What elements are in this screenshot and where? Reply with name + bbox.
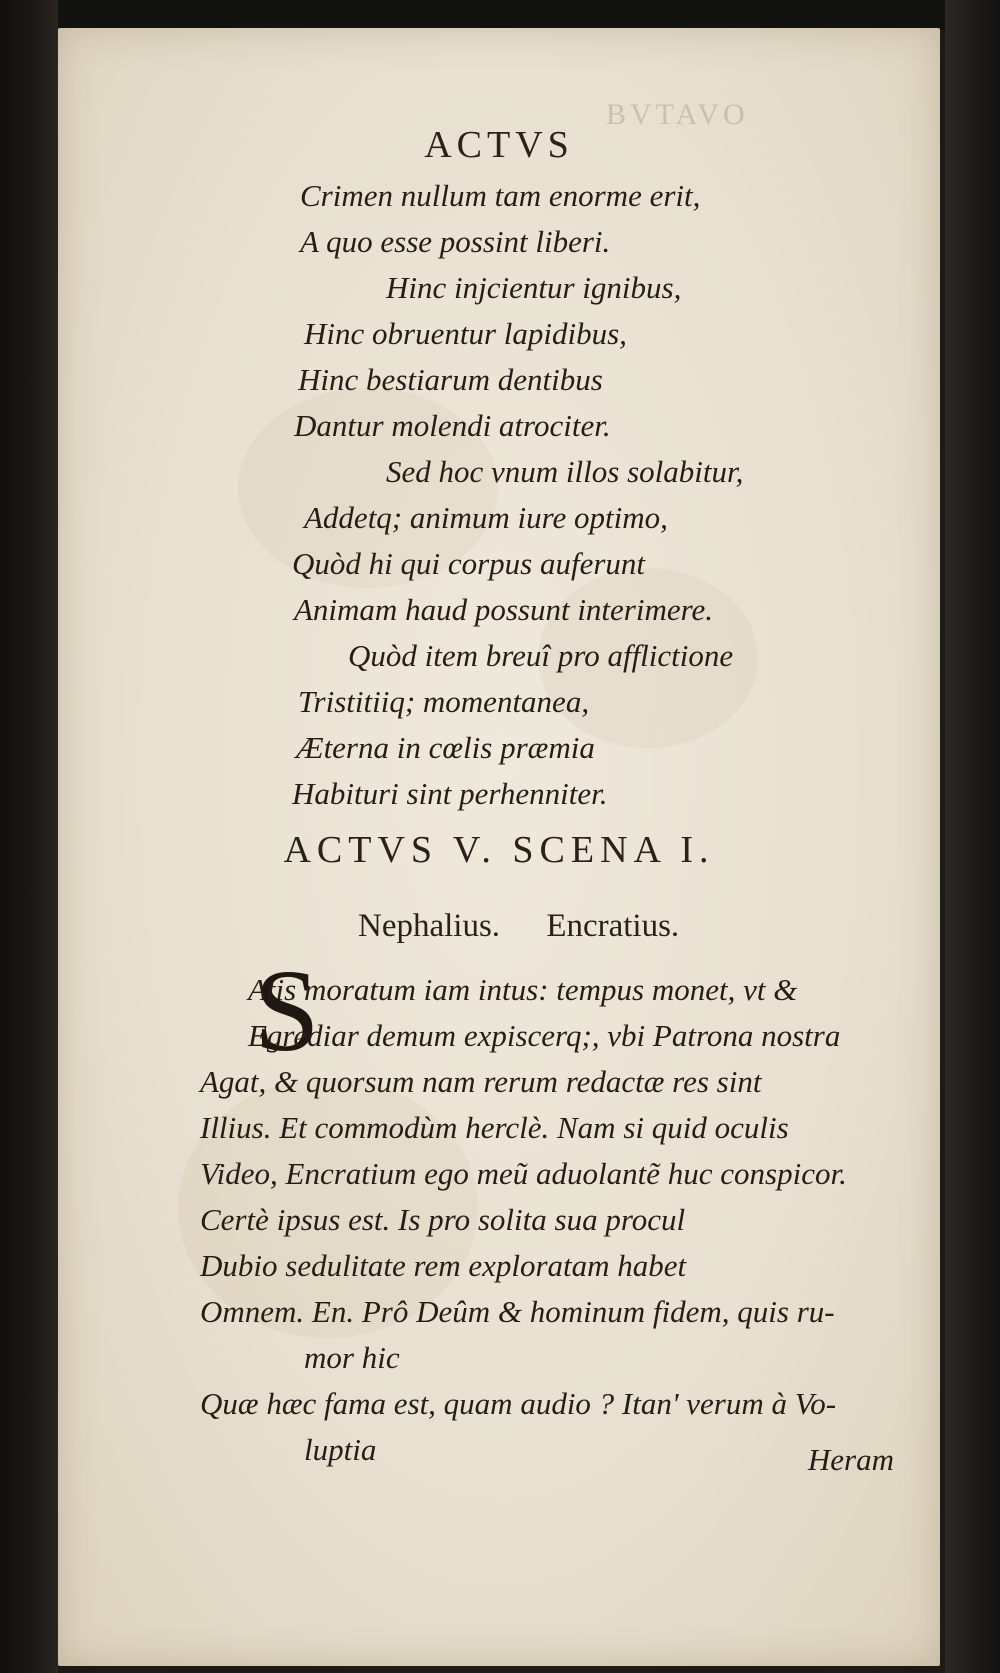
show-through-stamp: BVTAVO xyxy=(606,98,749,131)
verse-line: Quòd item breuî pro afflictione xyxy=(348,638,734,673)
catchword: Heram xyxy=(807,1442,894,1477)
verse-line: Addetq; animum iure optimo, xyxy=(304,500,668,535)
speaker-name: Encratius. xyxy=(546,908,680,944)
dialogue-line: Certè ipsus est. Is pro solita sua procul xyxy=(200,1202,686,1237)
dialogue-line: luptia xyxy=(304,1432,377,1467)
verse-line: Crimen nullum tam enorme erit, xyxy=(300,178,701,213)
dialogue-line: Agat, & quorsum nam rerum redactæ res sint xyxy=(200,1064,762,1099)
speaker-name: Nephalius. xyxy=(358,908,501,944)
verse-line: Æterna in cœlis præmia xyxy=(296,730,595,765)
dialogue-line: Illius. Et commodùm herclè. Nam si quid oculis xyxy=(200,1110,789,1145)
dialogue-line: mor hic xyxy=(304,1340,400,1375)
act-scene-heading: ACTVS V. SCENA I. xyxy=(283,829,715,871)
verse-line: Tristitiiq; momentanea, xyxy=(298,684,590,719)
verse-line: Sed hoc vnum illos solabitur, xyxy=(386,454,744,489)
dialogue-line: Egrediar demum expiscerq;, vbi Patrona nostra xyxy=(248,1018,841,1053)
verse-line: Quòd hi qui corpus auferunt xyxy=(292,546,646,581)
verse-line: Animam haud possunt interimere. xyxy=(294,592,714,627)
running-head: ACTVS xyxy=(424,124,574,166)
book-binding-left xyxy=(0,0,58,1673)
verse-line: Dantur molendi atrociter. xyxy=(294,408,611,443)
verse-line: Hinc obruentur lapidibus, xyxy=(304,316,627,351)
speaker-list xyxy=(358,908,679,945)
dialogue-line: Dubio sedulitate rem exploratam habet xyxy=(200,1248,687,1283)
drop-cap-initial: S xyxy=(254,945,320,1076)
book-binding-right xyxy=(945,0,1000,1673)
book-top-edge xyxy=(0,0,1000,30)
dialogue-line: Video, Encratium ego meũ aduolantẽ huc conspicor. xyxy=(200,1156,847,1191)
dialogue-line: Atis moratum iam intus: tempus monet, vt & xyxy=(248,972,798,1007)
verse-line: Hinc injcientur ignibus, xyxy=(386,270,682,305)
dialogue-line: Quæ hæc fama est, quam audio ? Itan' verum à Vo- xyxy=(200,1386,837,1421)
verse-line: A quo esse possint liberi. xyxy=(300,224,611,259)
verse-line: Hinc bestiarum dentibus xyxy=(298,362,603,397)
verse-line: Habituri sint perhenniter. xyxy=(292,776,608,811)
dialogue-line: Omnem. En. Prô Deûm & hominum fidem, quis ru- xyxy=(200,1294,835,1329)
book-page xyxy=(58,28,940,1666)
